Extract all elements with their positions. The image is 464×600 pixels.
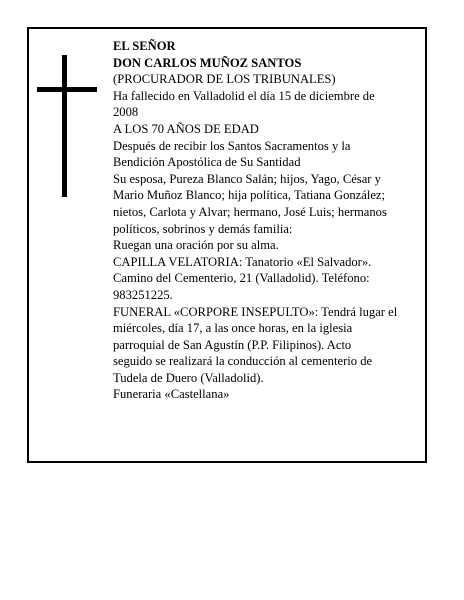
- obituary-line: Camino del Cementerio, 21 (Valladolid). Teléfono:: [113, 271, 370, 286]
- obituary-line: EL SEÑOR: [113, 39, 176, 53]
- cross-vertical-bar: [62, 55, 67, 197]
- obituary-line: 2008: [113, 105, 139, 120]
- obituary-line: DON CARLOS MUÑOZ SANTOS: [113, 55, 302, 70]
- obituary-line: Tudela de Duero (Valladolid).: [113, 370, 264, 385]
- obituary-line: 983251225.: [113, 287, 173, 302]
- obituary-line: Su esposa, Pureza Blanco Salán; hijos, Yago, César y: [113, 171, 381, 186]
- obituary-line: Ruegan una oración por su alma.: [113, 238, 279, 253]
- obituary-line: miércoles, día 17, a las once horas, en la iglesia: [113, 321, 353, 336]
- cross-horizontal-bar: [37, 87, 97, 92]
- obituary-line: seguido se realizará la conducción al cementerio de: [113, 354, 373, 369]
- obituary-line: Mario Muñoz Blanco; hija política, Tatiana González;: [113, 188, 386, 203]
- obituary-line: (PROCURADOR DE LOS TRIBUNALES): [113, 72, 336, 87]
- obituary-line: Después de recibir los Santos Sacramentos y la: [113, 138, 351, 153]
- obituary-line: nietos, Carlota y Alvar; hermano, José Luis; hermanos: [113, 204, 387, 219]
- obituary-line: A LOS 70 AÑOS DE EDAD: [113, 121, 259, 136]
- obituary-line: FUNERAL «CORPORE INSEPULTO»: Tendrá lugar el: [113, 304, 398, 319]
- obituary-line: CAPILLA VELATORIA: Tanatorio «El Salvador».: [113, 254, 372, 269]
- obituary-line: Bendición Apostólica de Su Santidad: [113, 155, 301, 170]
- obituary-line: Ha fallecido en Valladolid el día 15 de diciembre de: [113, 88, 375, 103]
- obituary-text: [113, 38, 427, 403]
- obituary-line: políticos, sobrinos y demás familia:: [113, 221, 293, 236]
- cross-icon: [37, 55, 97, 197]
- obituary-line: Funeraria «Castellana»: [113, 387, 230, 402]
- obituary-line: parroquial de San Agustín (P.P. Filipinos). Acto: [113, 337, 352, 352]
